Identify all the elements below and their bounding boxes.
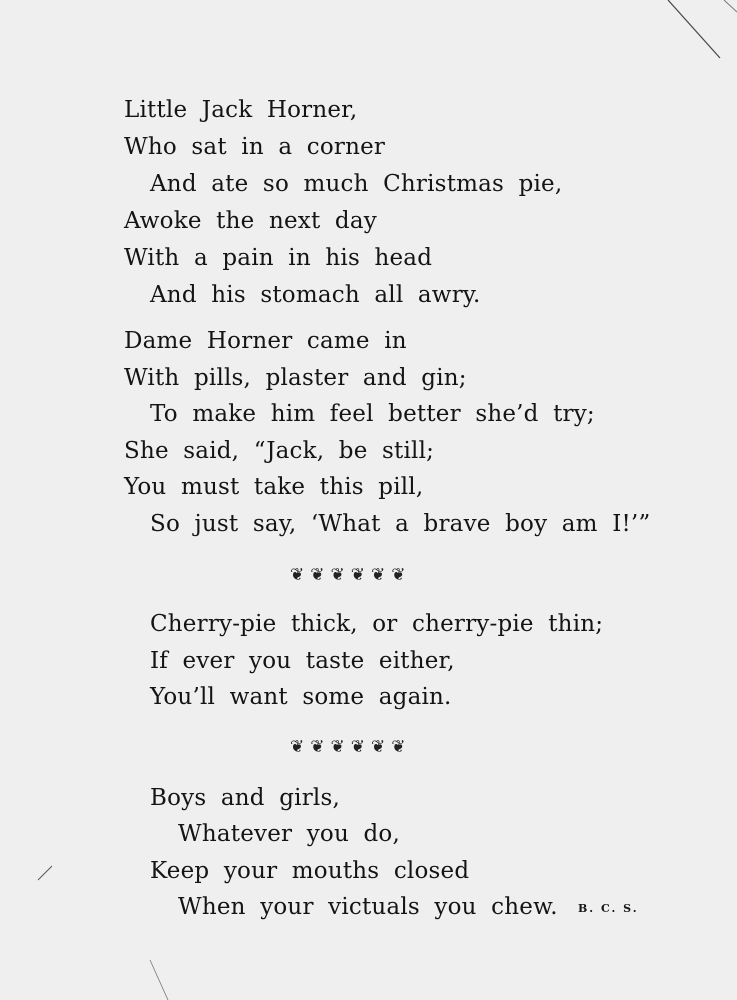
stanza-2-line-3: To make him feel better she’d try;	[150, 401, 595, 427]
author-initials: B. C. S.	[578, 902, 639, 915]
stanza-4-line-4: When your victuals you chew.	[178, 894, 558, 920]
stanza-1-line-4: Awoke the next day	[124, 208, 377, 234]
stanza-4-line-1: Boys and girls,	[150, 785, 340, 811]
ornament-divider-1: ❦❦❦❦❦❦	[290, 565, 412, 585]
stanza-4-line-3: Keep your mouths closed	[150, 858, 470, 884]
stanza-1-line-3: And ate so much Christmas pie,	[150, 171, 563, 197]
ornament-divider-2: ❦❦❦❦❦❦	[290, 737, 412, 757]
stanza-2-line-2: With pills, plaster and gin;	[124, 365, 467, 391]
stanza-1-line-5: With a pain in his head	[124, 245, 433, 271]
stanza-2-line-5: You must take this pill,	[124, 474, 424, 500]
stanza-4-line-2: Whatever you do,	[178, 821, 400, 847]
stanza-1-line-1: Little Jack Horner,	[124, 97, 358, 123]
stanza-2-line-4: She said, “Jack, be still;	[124, 438, 435, 464]
stanza-2-line-6: So just say, ‘What a brave boy am I!’”	[150, 511, 651, 537]
stanza-3-line-3: You’ll want some again.	[150, 684, 452, 710]
stanza-3-line-2: If ever you taste either,	[150, 648, 455, 674]
stanza-1-line-2: Who sat in a corner	[124, 134, 386, 160]
stanza-1-line-6: And his stomach all awry.	[150, 282, 481, 308]
stanza-3-line-1: Cherry-pie thick, or cherry-pie thin;	[150, 611, 604, 637]
stanza-2-line-1: Dame Horner came in	[124, 328, 407, 354]
